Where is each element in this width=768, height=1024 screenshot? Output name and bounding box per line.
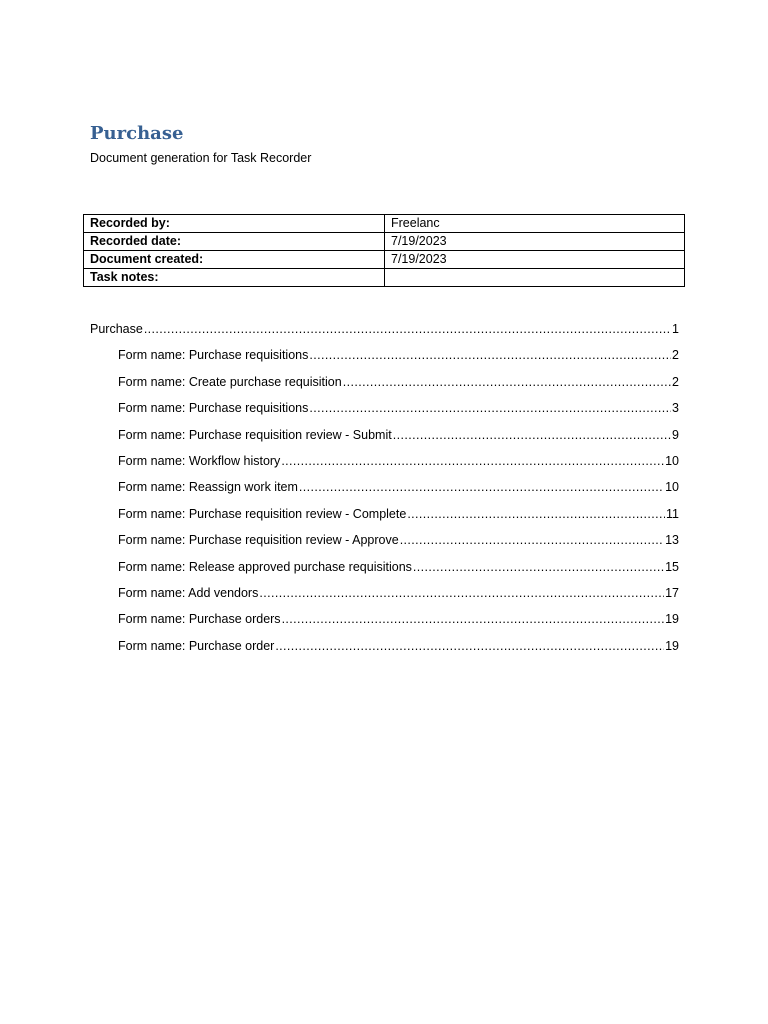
toc-entry[interactable]: [90, 395, 679, 421]
toc-dot-leader: [299, 474, 664, 500]
toc-entry[interactable]: [90, 316, 679, 342]
toc-entry-text: Purchase: [90, 322, 143, 336]
toc-entry[interactable]: [90, 342, 679, 368]
recorded-by-label: Recorded by:: [84, 215, 385, 233]
table-row-recorded-by: [84, 215, 685, 233]
toc-entry[interactable]: [90, 580, 679, 606]
toc-page-number: 1: [672, 322, 679, 336]
toc-dot-leader: [343, 369, 671, 395]
toc-dot-leader: [309, 395, 671, 421]
toc-page-number: 17: [665, 585, 679, 600]
toc-page-number: 9: [672, 427, 679, 442]
document-created-value: 7/19/2023: [385, 251, 685, 269]
toc-entry[interactable]: [90, 448, 679, 474]
toc-entry[interactable]: [90, 527, 679, 553]
toc-page-number: 19: [665, 638, 679, 653]
toc-dot-leader: [400, 527, 664, 553]
toc-entry-text: Form name: Release approved purchase requisitions: [118, 559, 412, 574]
toc-entry[interactable]: [90, 501, 679, 527]
toc-entry-text: Form name: Reassign work item: [118, 480, 298, 495]
toc-entry-text: Form name: Purchase requisitions: [118, 348, 309, 363]
toc-dot-leader: [259, 580, 664, 606]
task-notes-value: [385, 269, 685, 287]
toc-page-number: 19: [665, 612, 679, 627]
toc-page-number: 2: [672, 348, 679, 363]
table-row-recorded-date: [84, 233, 685, 251]
toc-entry[interactable]: [90, 369, 679, 395]
toc-entry-text: Form name: Purchase requisition review - Approve: [118, 533, 399, 548]
document-title: Purchase: [90, 123, 184, 144]
recorded-date-value: 7/19/2023: [385, 233, 685, 251]
toc-dot-leader: [309, 342, 671, 368]
toc-dot-leader: [282, 606, 665, 632]
recorded-by-value: Freelanc: [385, 215, 685, 233]
toc-page-number: 10: [665, 453, 679, 468]
toc-entry[interactable]: [90, 422, 679, 448]
toc-page-number: 11: [666, 506, 679, 521]
toc-dot-leader: [407, 501, 665, 527]
toc-entry-text: Form name: Purchase requisition review - Complete: [118, 506, 407, 521]
toc-dot-leader: [413, 554, 664, 580]
toc-entry[interactable]: [90, 633, 679, 659]
toc-dot-leader: [275, 633, 664, 659]
toc-entry-text: Form name: Purchase order: [118, 638, 275, 653]
toc-dot-leader: [144, 316, 671, 342]
document-subtitle: Document generation for Task Recorder: [90, 151, 312, 165]
table-of-contents: [90, 316, 679, 659]
toc-entry-text: Form name: Purchase requisition review - Submit: [118, 427, 392, 442]
toc-entry[interactable]: [90, 554, 679, 580]
toc-entry-text: Form name: Workflow history: [118, 453, 281, 468]
toc-entry-text: Form name: Purchase orders: [118, 612, 281, 627]
toc-dot-leader: [393, 422, 671, 448]
toc-page-number: 13: [665, 533, 679, 548]
table-row-task-notes: [84, 269, 685, 287]
recording-info-table: [83, 214, 685, 287]
recorded-date-label: Recorded date:: [84, 233, 385, 251]
toc-entry-text: Form name: Create purchase requisition: [118, 374, 342, 389]
toc-page-number: 3: [672, 401, 679, 416]
task-notes-label: Task notes:: [84, 269, 385, 287]
toc-page-number: 2: [672, 374, 679, 389]
toc-entry-text: Form name: Purchase requisitions: [118, 401, 309, 416]
toc-entry[interactable]: [90, 606, 679, 632]
toc-dot-leader: [281, 448, 664, 474]
table-row-document-created: [84, 251, 685, 269]
document-created-label: Document created:: [84, 251, 385, 269]
toc-entry-text: Form name: Add vendors: [118, 585, 259, 600]
toc-page-number: 10: [665, 480, 679, 495]
toc-entry[interactable]: [90, 474, 679, 500]
toc-page-number: 15: [665, 559, 679, 574]
